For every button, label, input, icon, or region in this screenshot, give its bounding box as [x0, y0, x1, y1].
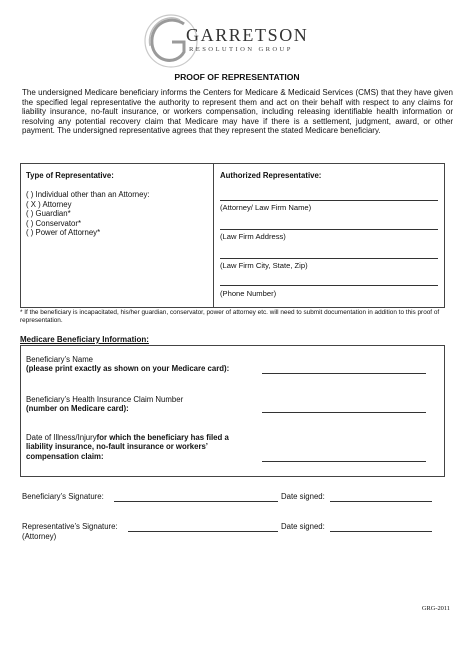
- option-conservator[interactable]: ( ) Conservator*: [26, 218, 82, 228]
- footnote: * If the beneficiary is incapacitated, his/her guardian, conservator, power of attorney etc. will need to submit documentation in addition to this proof of representation.: [20, 309, 440, 324]
- option-guardian[interactable]: ( ) Guardian*: [26, 209, 71, 219]
- beneficiary-date-line[interactable]: [330, 501, 432, 502]
- document-title: PROOF OF REPRESENTATION: [174, 72, 300, 82]
- claim-number-note: (number on Medicare card):: [26, 404, 129, 414]
- law-firm-address-label: (Law Firm Address): [220, 232, 286, 241]
- beneficiary-name-label: Beneficiary’s Name: [26, 355, 94, 364]
- beneficiary-signature-line[interactable]: [114, 501, 278, 502]
- illness-date-line[interactable]: [262, 461, 426, 462]
- option-individual[interactable]: ( ) Individual other than an Attorney:: [26, 190, 150, 199]
- form-code: GRG-2011: [421, 605, 450, 612]
- beneficiary-info-heading: Medicare Beneficiary Information:: [20, 335, 149, 344]
- company-name: GARRETSON: [186, 25, 309, 45]
- beneficiary-name-line[interactable]: [262, 373, 426, 374]
- illness-date-label-line-1: [26, 433, 229, 442]
- phone-number-label: (Phone Number): [220, 289, 277, 298]
- phone-number-line[interactable]: [220, 285, 438, 286]
- beneficiary-signature-label: Beneficiary’s Signature:: [22, 492, 104, 501]
- beneficiary-name-note: (please print exactly as shown on your Medicare card):: [26, 364, 230, 374]
- illness-date-label: Date of Illness/Injury: [26, 433, 97, 442]
- law-firm-city-label: (Law Firm City, State, Zip): [220, 261, 308, 270]
- illness-date-bold-1: for which the beneficiary has filed a: [96, 433, 229, 442]
- company-subtitle: RESOLUTION GROUP: [189, 46, 293, 53]
- illness-date-bold-2: liability insurance, no-fault insurance or workers’: [26, 442, 208, 452]
- law-firm-address-line[interactable]: [220, 229, 438, 230]
- option-attorney[interactable]: ( X ) Attorney: [26, 199, 72, 209]
- claim-number-label: Beneficiary’s Health Insurance Claim Number: [26, 395, 184, 404]
- type-of-representative-heading: Type of Representative:: [26, 171, 114, 180]
- representative-date-label: Date signed:: [281, 522, 325, 531]
- option-power-of-attorney[interactable]: ( ) Power of Attorney*: [26, 228, 101, 238]
- authorized-representative-heading: Authorized Representative:: [220, 171, 322, 180]
- claim-number-line[interactable]: [262, 412, 426, 413]
- law-firm-city-line[interactable]: [220, 258, 438, 259]
- representative-attorney-note: (Attorney): [22, 532, 57, 541]
- intro-paragraph: The undersigned Medicare beneficiary informs the Centers for Medicare & Medicaid Services (CMS) that they have given the specified legal representative the authority to represent them and act on their behalf with respect to any claims for liability insurance, no-fault insurance, or workers compensation, including releasing identifiable health information or resolving any potential recovery claim that Medicare may have if there is a settlement, judgment, award, or other payment. The undersigned representative agrees that they represent the stated Medicare beneficiary.: [22, 88, 453, 136]
- illness-date-bold-3: compensation claim:: [26, 451, 104, 461]
- representative-date-line[interactable]: [330, 531, 432, 532]
- representative-signature-label: Representative’s Signature:: [22, 522, 118, 531]
- representative-signature-line[interactable]: [128, 531, 278, 532]
- attorney-name-label: (Attorney/ Law Firm Name): [220, 203, 312, 212]
- attorney-name-line[interactable]: [220, 200, 438, 201]
- beneficiary-date-label: Date signed:: [281, 492, 325, 501]
- representation-box-divider: [213, 163, 214, 308]
